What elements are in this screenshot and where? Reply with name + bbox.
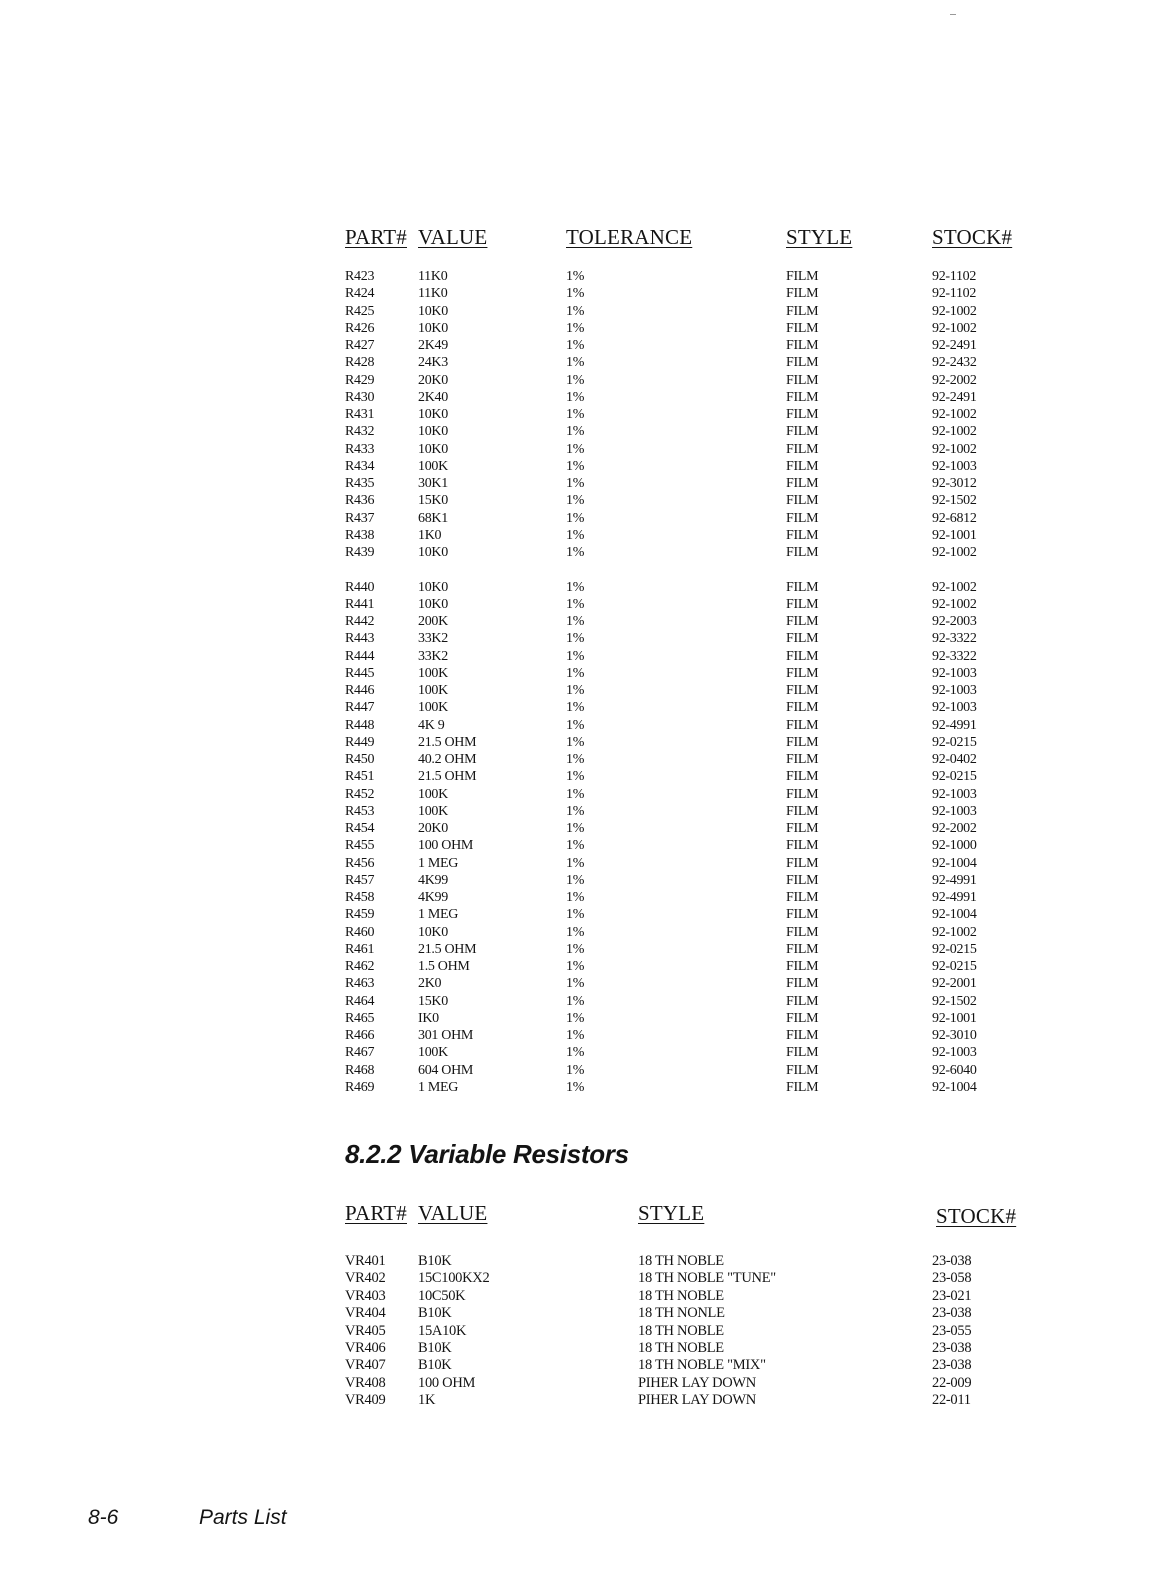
part-cell: R446	[345, 683, 375, 698]
style-cell: FILM	[786, 734, 819, 750]
vr-value-cell: 15A10K	[418, 1322, 467, 1339]
value-cell: 1 MEG	[418, 1079, 459, 1095]
vr-style-cell: 18 TH NOBLE	[638, 1339, 724, 1356]
part-cell: R460	[345, 924, 375, 940]
style-cell: FILM	[786, 338, 819, 353]
part-cell: R454	[345, 821, 375, 836]
tolerance-cell: 1%	[566, 821, 585, 836]
value-cell: 100K	[418, 683, 448, 698]
stock-cell: 92-1000	[932, 838, 977, 854]
tolerance-cell: 1%	[566, 907, 585, 923]
value-cell: 4K 9	[418, 717, 445, 733]
value-cell: 15K0	[418, 993, 448, 1009]
tolerance-cell: 1%	[566, 700, 585, 716]
value-cell: 100K	[418, 786, 448, 802]
tolerance-cell: 1%	[566, 752, 585, 767]
header-stock: STOCK#	[932, 225, 1013, 249]
tolerance-cell: 1%	[566, 1028, 585, 1043]
vr-part-cell: VR406	[345, 1339, 386, 1356]
part-cell: R430	[345, 389, 375, 405]
stock-cell: 92-1102	[932, 269, 977, 284]
style-cell: FILM	[786, 665, 819, 681]
value-cell: 604 OHM	[418, 1062, 474, 1078]
part-cell: R450	[345, 752, 375, 767]
tolerance-cell: 1%	[566, 734, 585, 750]
value-cell: 33K2	[418, 648, 448, 664]
part-cell: R465	[345, 1010, 375, 1026]
column-tolerance	[566, 268, 584, 1096]
stock-cell: 92-2002	[932, 821, 977, 836]
value-cell: 10K0	[418, 407, 448, 422]
part-cell: R445	[345, 665, 375, 681]
stock-cell: 92-6040	[932, 1062, 977, 1078]
value-cell: 10K0	[418, 303, 448, 319]
part-cell: R469	[345, 1079, 375, 1095]
part-cell: R429	[345, 372, 375, 388]
header-tolerance: TOLERANCE	[566, 225, 693, 249]
vr-style-cell: 18 TH NOBLE "MIX"	[638, 1357, 766, 1374]
stock-cell: 92-0402	[932, 752, 977, 767]
row-gap	[932, 561, 977, 578]
part-cell: R434	[345, 458, 375, 474]
stock-cell: 92-4991	[932, 890, 977, 905]
style-cell: FILM	[786, 320, 819, 336]
tolerance-cell: 1%	[566, 1045, 585, 1061]
value-cell: 24K3	[418, 355, 448, 371]
style-cell: FILM	[786, 545, 819, 560]
style-cell: FILM	[786, 976, 819, 992]
style-cell: FILM	[786, 1028, 819, 1043]
style-cell: FILM	[786, 424, 819, 440]
vr-stock-cell: 22-011	[932, 1392, 971, 1409]
stock-cell: 92-2491	[932, 389, 977, 405]
stock-cell: 92-1002	[932, 924, 977, 940]
part-cell: R437	[345, 510, 375, 526]
value-cell: 4K99	[418, 890, 448, 905]
stock-cell: 92-1002	[932, 441, 977, 457]
vr-value-cell: B10K	[418, 1253, 452, 1269]
part-cell: R433	[345, 441, 375, 457]
value-cell: 11K0	[418, 286, 448, 302]
value-cell: 10K0	[418, 924, 448, 940]
style-cell: FILM	[786, 700, 819, 716]
stock-cell: 92-1003	[932, 700, 977, 716]
style-cell: FILM	[786, 286, 819, 302]
value-cell: 21.5 OHM	[418, 734, 477, 750]
style-cell: FILM	[786, 476, 819, 491]
part-cell: R458	[345, 890, 375, 905]
style-cell: FILM	[786, 924, 819, 940]
tolerance-cell: 1%	[566, 424, 585, 440]
value-cell: 200K	[418, 614, 448, 629]
tolerance-cell: 1%	[566, 372, 585, 388]
tolerance-cell: 1%	[566, 579, 585, 595]
part-cell: R431	[345, 407, 375, 422]
style-cell: FILM	[786, 1079, 819, 1095]
vr-stock-cell: 23-055	[932, 1322, 972, 1339]
vr-value-cell: B10K	[418, 1305, 452, 1322]
stock-cell: 92-0215	[932, 769, 977, 785]
tolerance-cell: 1%	[566, 458, 585, 474]
part-cell: R428	[345, 355, 375, 371]
style-cell: FILM	[786, 752, 819, 767]
part-cell: R426	[345, 320, 375, 336]
style-cell: FILM	[786, 269, 819, 284]
part-cell: R459	[345, 907, 375, 923]
stock-cell: 92-2491	[932, 338, 977, 353]
stock-cell: 92-3322	[932, 648, 977, 664]
tolerance-cell: 1%	[566, 665, 585, 681]
part-cell: R457	[345, 872, 375, 888]
tolerance-cell: 1%	[566, 527, 585, 543]
value-cell: 1.5 OHM	[418, 959, 470, 974]
tolerance-cell: 1%	[566, 510, 585, 526]
tolerance-cell: 1%	[566, 545, 585, 560]
stock-cell: 92-4991	[932, 717, 977, 733]
column-value	[418, 268, 476, 1096]
stock-cell: 92-2003	[932, 614, 977, 629]
stock-cell: 92-1002	[932, 320, 977, 336]
vr-stock-cell: 23-058	[932, 1270, 972, 1287]
value-cell: 21.5 OHM	[418, 941, 477, 957]
stock-cell: 92-3322	[932, 631, 977, 647]
stock-cell: 92-1004	[932, 1079, 977, 1095]
style-cell: FILM	[786, 407, 819, 422]
style-cell: FILM	[786, 855, 819, 871]
stock-cell: 92-1003	[932, 665, 977, 681]
vr-value-cell: 15C100KX2	[418, 1270, 490, 1287]
style-cell: FILM	[786, 441, 819, 457]
part-cell: R448	[345, 717, 375, 733]
vr-value-cell: 100 OHM	[418, 1374, 476, 1391]
value-cell: 68K1	[418, 510, 448, 526]
stock-cell: 92-4991	[932, 872, 977, 888]
stock-cell: 92-1002	[932, 596, 977, 612]
vr-stock-cell: 23-038	[932, 1253, 972, 1269]
stock-cell: 92-2001	[932, 976, 977, 992]
tolerance-cell: 1%	[566, 476, 585, 491]
stock-cell: 92-1002	[932, 579, 977, 595]
part-cell: R439	[345, 545, 375, 560]
vr-part-cell: VR407	[345, 1357, 386, 1374]
part-cell: R444	[345, 648, 375, 664]
tolerance-cell: 1%	[566, 786, 585, 802]
value-cell: 10K0	[418, 596, 448, 612]
header-part: PART#	[345, 225, 407, 249]
part-cell: R467	[345, 1045, 375, 1061]
vr-style-cell: PIHER LAY DOWN	[638, 1392, 756, 1409]
vr-stock-cell: 23-021	[932, 1287, 972, 1304]
section-title: 8.2.2 Variable Resistors	[345, 1139, 629, 1169]
tolerance-cell: 1%	[566, 338, 585, 353]
value-cell: 100K	[418, 665, 448, 681]
value-cell: IK0	[418, 1010, 439, 1026]
stock-cell: 92-1002	[932, 545, 977, 560]
stock-cell: 92-0215	[932, 941, 977, 957]
tolerance-cell: 1%	[566, 717, 585, 733]
style-cell: FILM	[786, 941, 819, 957]
value-cell: 1 MEG	[418, 855, 459, 871]
value-cell: 301 OHM	[418, 1028, 474, 1043]
part-cell: R447	[345, 700, 375, 716]
value-cell: 10K0	[418, 424, 448, 440]
vr-stock-cell: 23-038	[932, 1357, 972, 1374]
stock-cell: 92-1002	[932, 424, 977, 440]
style-cell: FILM	[786, 959, 819, 974]
vr-style-cell: 18 TH NOBLE	[638, 1253, 724, 1269]
tolerance-cell: 1%	[566, 303, 585, 319]
part-cell: R443	[345, 631, 375, 647]
part-cell: R436	[345, 493, 375, 509]
page-number: 8-6	[88, 1506, 119, 1529]
tolerance-cell: 1%	[566, 596, 585, 612]
vr-header-value: VALUE	[418, 1201, 488, 1225]
tolerance-cell: 1%	[566, 320, 585, 336]
stock-cell: 92-1001	[932, 527, 977, 543]
part-cell: R424	[345, 286, 375, 302]
stock-cell: 92-1001	[932, 1010, 977, 1026]
style-cell: FILM	[786, 493, 819, 509]
style-cell: FILM	[786, 596, 819, 612]
value-cell: 15K0	[418, 493, 448, 509]
stock-cell: 92-3010	[932, 1028, 977, 1043]
part-cell: R466	[345, 1028, 375, 1043]
tolerance-cell: 1%	[566, 924, 585, 940]
tolerance-cell: 1%	[566, 941, 585, 957]
tolerance-cell: 1%	[566, 959, 585, 974]
style-cell: FILM	[786, 510, 819, 526]
tolerance-cell: 1%	[566, 976, 585, 992]
value-cell: 1K0	[418, 527, 442, 543]
value-cell: 2K40	[418, 389, 448, 405]
part-cell: R432	[345, 424, 375, 440]
style-cell: FILM	[786, 786, 819, 802]
tolerance-cell: 1%	[566, 1010, 585, 1026]
vr-value-cell: B10K	[418, 1339, 452, 1356]
part-cell: R468	[345, 1062, 375, 1078]
style-cell: FILM	[786, 303, 819, 319]
vr-style-cell: 18 TH NOBLE	[638, 1322, 724, 1339]
stock-cell: 92-1003	[932, 1045, 977, 1061]
value-cell: 100K	[418, 1045, 448, 1061]
stock-cell: 92-1102	[932, 286, 977, 302]
style-cell: FILM	[786, 769, 819, 785]
tolerance-cell: 1%	[566, 872, 585, 888]
value-cell: 11K0	[418, 269, 448, 284]
style-cell: FILM	[786, 527, 819, 543]
tolerance-cell: 1%	[566, 993, 585, 1009]
value-cell: 10K0	[418, 545, 448, 560]
tolerance-cell: 1%	[566, 838, 585, 854]
part-cell: R435	[345, 476, 375, 491]
style-cell: FILM	[786, 803, 819, 819]
row-gap	[786, 561, 818, 578]
style-cell: FILM	[786, 648, 819, 664]
vr-header-part: PART#	[345, 1201, 407, 1225]
vr-style-cell: 18 TH NOBLE	[638, 1287, 724, 1304]
value-cell: 30K1	[418, 476, 448, 491]
scan-mark	[950, 14, 956, 15]
value-cell: 100K	[418, 458, 448, 474]
style-cell: FILM	[786, 838, 819, 854]
part-cell: R462	[345, 959, 375, 974]
tolerance-cell: 1%	[566, 683, 585, 698]
style-cell: FILM	[786, 1062, 819, 1078]
style-cell: FILM	[786, 717, 819, 733]
tolerance-cell: 1%	[566, 355, 585, 371]
vr-style-cell: 18 TH NONLE	[638, 1305, 725, 1322]
column-style	[786, 268, 818, 1096]
part-cell: R451	[345, 769, 375, 785]
part-cell: R452	[345, 786, 375, 802]
value-cell: 33K2	[418, 631, 448, 647]
style-cell: FILM	[786, 821, 819, 836]
tolerance-cell: 1%	[566, 769, 585, 785]
stock-cell: 92-2002	[932, 372, 977, 388]
value-cell: 100 OHM	[418, 838, 474, 854]
part-cell: R449	[345, 734, 375, 750]
tolerance-cell: 1%	[566, 890, 585, 905]
vr-column-part	[345, 1253, 385, 1410]
stock-cell: 92-1003	[932, 683, 977, 698]
tolerance-cell: 1%	[566, 441, 585, 457]
stock-cell: 92-0215	[932, 959, 977, 974]
stock-cell: 92-1004	[932, 855, 977, 871]
vr-part-cell: VR408	[345, 1374, 386, 1391]
stock-cell: 92-1003	[932, 803, 977, 819]
part-cell: R455	[345, 838, 375, 854]
vr-value-cell: B10K	[418, 1357, 452, 1374]
part-cell: R456	[345, 855, 375, 871]
part-cell: R438	[345, 527, 375, 543]
column-stock	[932, 268, 977, 1096]
value-cell: 2K0	[418, 976, 442, 992]
part-cell: R425	[345, 303, 375, 319]
stock-cell: 92-1502	[932, 493, 977, 509]
part-cell: R441	[345, 596, 375, 612]
vr-value-cell: 1K	[418, 1392, 436, 1409]
stock-cell: 92-1003	[932, 786, 977, 802]
tolerance-cell: 1%	[566, 648, 585, 664]
part-cell: R464	[345, 993, 375, 1009]
footer-section: Parts List	[199, 1506, 287, 1529]
vr-part-cell: VR404	[345, 1305, 386, 1322]
tolerance-cell: 1%	[566, 803, 585, 819]
vr-column-style	[638, 1253, 776, 1410]
value-cell: 1 MEG	[418, 907, 459, 923]
stock-cell: 92-2432	[932, 355, 977, 371]
value-cell: 21.5 OHM	[418, 769, 477, 785]
stock-cell: 92-1002	[932, 407, 977, 422]
header-value: VALUE	[418, 225, 488, 249]
part-cell: R427	[345, 338, 375, 353]
stock-cell: 92-1502	[932, 993, 977, 1009]
style-cell: FILM	[786, 1010, 819, 1026]
stock-cell: 92-1003	[932, 458, 977, 474]
row-gap	[566, 561, 584, 578]
tolerance-cell: 1%	[566, 286, 585, 302]
part-cell: R440	[345, 579, 375, 595]
value-cell: 100K	[418, 700, 448, 716]
vr-header-style: STYLE	[638, 1201, 705, 1225]
vr-stock-cell: 22-009	[932, 1374, 972, 1391]
value-cell: 10K0	[418, 441, 448, 457]
row-gap	[418, 561, 476, 578]
vr-style-cell: PIHER LAY DOWN	[638, 1374, 756, 1391]
tolerance-cell: 1%	[566, 631, 585, 647]
style-cell: FILM	[786, 355, 819, 371]
part-cell: R463	[345, 976, 375, 992]
value-cell: 10K0	[418, 320, 448, 336]
vr-part-cell: VR405	[345, 1322, 386, 1339]
vr-column-value	[418, 1253, 489, 1410]
style-cell: FILM	[786, 683, 819, 698]
part-cell: R423	[345, 269, 375, 284]
style-cell: FILM	[786, 631, 819, 647]
vr-header-stock: STOCK#	[936, 1204, 1017, 1228]
value-cell: 10K0	[418, 579, 448, 595]
style-cell: FILM	[786, 579, 819, 595]
style-cell: FILM	[786, 993, 819, 1009]
tolerance-cell: 1%	[566, 389, 585, 405]
stock-cell: 92-3012	[932, 476, 977, 491]
column-part	[345, 268, 374, 1096]
stock-cell: 92-6812	[932, 510, 977, 526]
style-cell: FILM	[786, 872, 819, 888]
style-cell: FILM	[786, 1045, 819, 1061]
vr-value-cell: 10C50K	[418, 1287, 466, 1304]
value-cell: 20K0	[418, 821, 448, 836]
style-cell: FILM	[786, 890, 819, 905]
tolerance-cell: 1%	[566, 1062, 585, 1078]
value-cell: 2K49	[418, 338, 448, 353]
vr-part-cell: VR409	[345, 1392, 386, 1409]
style-cell: FILM	[786, 614, 819, 629]
part-cell: R442	[345, 614, 375, 629]
tolerance-cell: 1%	[566, 407, 585, 422]
value-cell: 100K	[418, 803, 448, 819]
style-cell: FILM	[786, 458, 819, 474]
stock-cell: 92-1002	[932, 303, 977, 319]
tolerance-cell: 1%	[566, 1079, 585, 1095]
tolerance-cell: 1%	[566, 493, 585, 509]
vr-stock-cell: 23-038	[932, 1339, 972, 1356]
value-cell: 40.2 OHM	[418, 752, 477, 767]
vr-stock-cell: 23-038	[932, 1305, 972, 1322]
tolerance-cell: 1%	[566, 614, 585, 629]
vr-part-cell: VR403	[345, 1287, 386, 1304]
stock-cell: 92-0215	[932, 734, 977, 750]
vr-style-cell: 18 TH NOBLE "TUNE"	[638, 1270, 776, 1287]
part-cell: R453	[345, 803, 375, 819]
style-cell: FILM	[786, 907, 819, 923]
vr-part-cell: VR402	[345, 1270, 386, 1287]
value-cell: 20K0	[418, 372, 448, 388]
vr-part-cell: VR401	[345, 1253, 386, 1269]
tolerance-cell: 1%	[566, 269, 585, 284]
row-gap	[345, 561, 374, 578]
value-cell: 4K99	[418, 872, 448, 888]
style-cell: FILM	[786, 372, 819, 388]
header-style: STYLE	[786, 225, 853, 249]
vr-column-stock	[932, 1253, 971, 1410]
tolerance-cell: 1%	[566, 855, 585, 871]
part-cell: R461	[345, 941, 375, 957]
style-cell: FILM	[786, 389, 819, 405]
stock-cell: 92-1004	[932, 907, 977, 923]
